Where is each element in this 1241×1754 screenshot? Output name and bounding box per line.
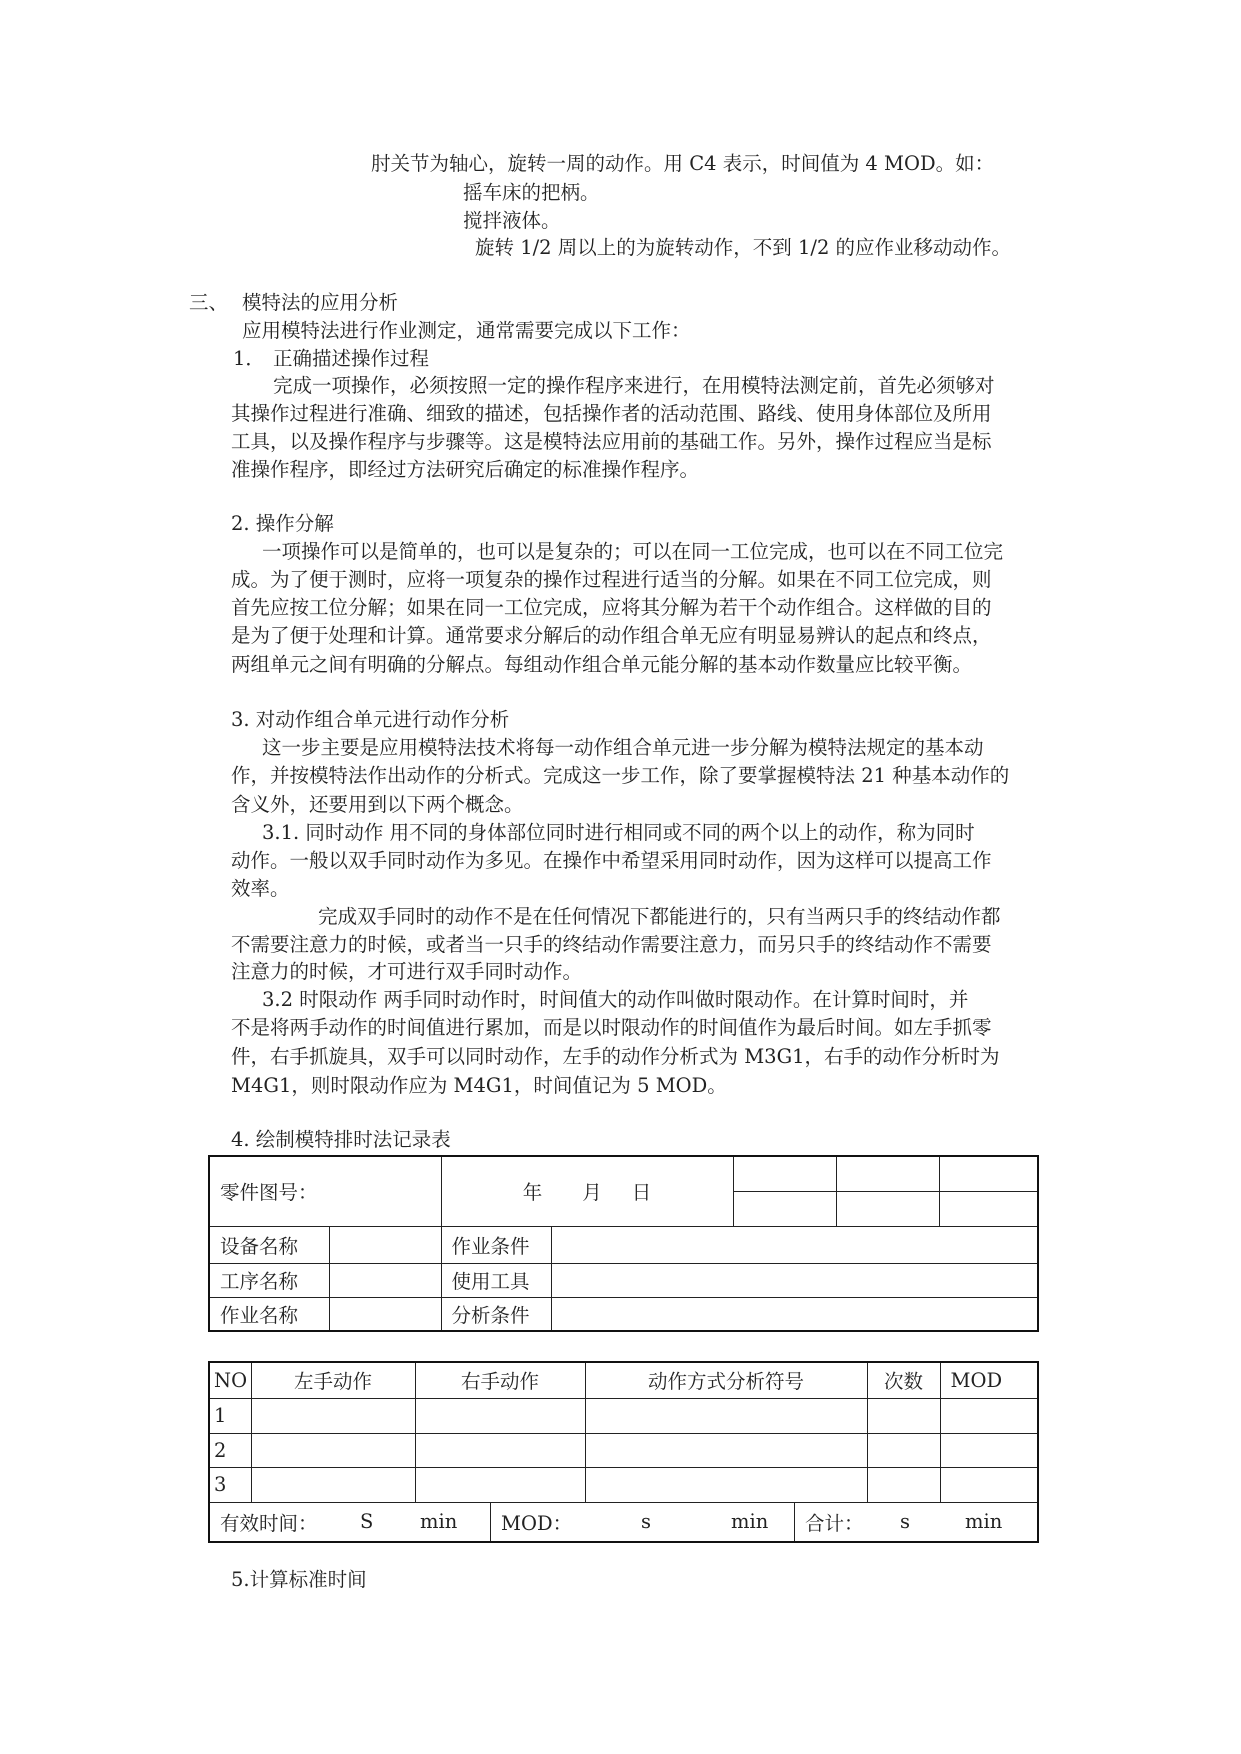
- text-line: M4G1，则时限动作应为 M4G1，时间值记为 5 MOD。: [231, 1074, 727, 1097]
- column-header: MOD: [940, 1362, 1038, 1398]
- subsection-title: 4. 绘制模特排时法记录表: [231, 1128, 451, 1151]
- text-line: 3.2 时限动作 两手同时动作时，时间值大的动作叫做时限动作。在计算时间时，并: [262, 988, 969, 1011]
- effective-time-cell: [210, 1503, 491, 1541]
- minutes-unit: min: [420, 1510, 458, 1533]
- text-line: 不需要注意力的时候，或者当一只手的终结动作需要注意力，而另只手的终结动作不需要: [231, 933, 992, 956]
- text-line: 动作。一般以双手同时动作为多见。在操作中希望采用同时动作，因为这样可以提高工作: [231, 849, 992, 872]
- text-line: 完成双手同时的动作不是在任何情况下都能进行的，只有当两只手的终结动作都: [318, 905, 1001, 928]
- column-header: 次数: [867, 1362, 940, 1398]
- column-header: 动作方式分析符号: [585, 1362, 867, 1398]
- field-label: 使用工具: [441, 1263, 551, 1297]
- text-line: 成。为了便于测时，应将一项复杂的操作过程进行适当的分解。如果在不同工位完成，则: [231, 568, 992, 591]
- total-label: 合计：: [805, 1511, 864, 1535]
- text-line: 注意力的时候，才可进行双手同时动作。: [231, 960, 583, 983]
- motion-analysis-table: [208, 1361, 1039, 1543]
- seconds-unit: S: [360, 1510, 374, 1533]
- record-header-table: [208, 1155, 1039, 1332]
- text-line: 肘关节为轴心，旋转一周的动作。用 C4 表示，时间值为 4 MOD。如：: [371, 152, 995, 175]
- text-line: 这一步主要是应用模特法技术将每一动作组合单元进一步分解为模特法规定的基本动: [262, 736, 984, 759]
- table-row: [209, 1297, 1038, 1331]
- field-value: [551, 1226, 1038, 1263]
- section-number: 三、: [189, 291, 229, 314]
- text-line: 含义外，还要用到以下两个概念。: [231, 793, 524, 816]
- table-header-row: [209, 1362, 1038, 1398]
- text-line: 应用模特法进行作业测定，通常需要完成以下工作：: [242, 319, 691, 342]
- table-row: [209, 1263, 1038, 1297]
- row-number: 1: [209, 1398, 251, 1433]
- text-line: 准操作程序，即经过方法研究后确定的标准操作程序。: [231, 458, 700, 481]
- date-cell: [441, 1156, 733, 1226]
- field-label: 工序名称: [209, 1263, 329, 1297]
- table-row: [209, 1433, 1038, 1467]
- field-label: 作业条件: [441, 1226, 551, 1263]
- mod-time-cell: [491, 1503, 795, 1541]
- text-line: 摇车床的把柄。: [463, 181, 600, 204]
- subsection-title: 3. 对动作组合单元进行动作分析: [231, 708, 510, 731]
- seconds-unit: s: [900, 1510, 911, 1533]
- blank-cell: [939, 1191, 1038, 1226]
- seconds-unit: s: [641, 1510, 652, 1533]
- field-label: 分析条件: [441, 1297, 551, 1331]
- blank-cell: [733, 1156, 836, 1191]
- text-line: 工具，以及操作程序与步骤等。这是模特法应用前的基础工作。另外，操作过程应当是标: [231, 430, 992, 453]
- column-header: NO: [209, 1362, 251, 1398]
- subsection-title: 2. 操作分解: [231, 512, 334, 535]
- year-label: 年: [522, 1181, 543, 1205]
- field-value: [551, 1263, 1038, 1297]
- subsection-title: 5.计算标准时间: [231, 1568, 367, 1591]
- part-number-label: 零件图号：: [209, 1156, 441, 1226]
- row-number: 3: [209, 1467, 251, 1502]
- field-label: 设备名称: [209, 1226, 329, 1263]
- table-row: [209, 1226, 1038, 1263]
- field-value: [329, 1297, 441, 1331]
- field-value: [329, 1226, 441, 1263]
- field-label: 作业名称: [209, 1297, 329, 1331]
- text-line: 两组单元之间有明确的分解点。每组动作组合单元能分解的基本动作数量应比较平衡。: [231, 653, 973, 676]
- text-line: 件，右手抓旋具，双手可以同时动作，左手的动作分析式为 M3G1，右手的动作分析时为: [231, 1045, 1000, 1068]
- text-line: 不是将两手动作的时间值进行累加，而是以时限动作的时间值作为最后时间。如左手抓零: [231, 1016, 992, 1039]
- text-line: 作，并按模特法作出动作的分析式。完成这一步工作，除了要掌握模特法 21 种基本动作的: [231, 764, 1010, 787]
- table-row: [209, 1467, 1038, 1502]
- table-row: [209, 1398, 1038, 1433]
- text-line: 旋转 1/2 周以上的为旋转动作，不到 1/2 的应作业移动动作。: [475, 236, 1012, 259]
- minutes-unit: min: [731, 1510, 769, 1533]
- text-line: 完成一项操作，必须按照一定的操作程序来进行，在用模特法测定前，首先必须够对: [273, 374, 995, 397]
- column-header: 右手动作: [415, 1362, 585, 1398]
- text-line: 效率。: [231, 877, 290, 900]
- section-title: 模特法的应用分析: [242, 291, 399, 314]
- total-time-cell: [795, 1503, 1037, 1541]
- blank-cell: [836, 1191, 939, 1226]
- blank-cell: [733, 1191, 836, 1226]
- text-line: 首先应按工位分解；如果在同一工位完成，应将其分解为若干个动作组合。这样做的目的: [231, 596, 992, 619]
- column-header: 左手动作: [251, 1362, 415, 1398]
- text-line: 是为了便于处理和计算。通常要求分解后的动作组合单无应有明显易辨认的起点和终点，: [231, 624, 992, 647]
- mod-label: MOD：: [501, 1511, 573, 1535]
- row-number: 2: [209, 1433, 251, 1467]
- text-line: 其操作过程进行准确、细致的描述，包括操作者的活动范围、路线、使用身体部位及所用: [231, 402, 992, 425]
- text-line: 搅拌液体。: [463, 209, 561, 232]
- subsection-title: 正确描述操作过程: [273, 347, 430, 370]
- month-label: 月: [582, 1181, 602, 1205]
- subsection-number: 1．: [233, 347, 265, 370]
- field-value: [329, 1263, 441, 1297]
- day-label: 日: [631, 1181, 652, 1205]
- text-line: 3.1. 同时动作 用不同的身体部位同时进行相同或不同的两个以上的动作，称为同时: [262, 821, 975, 844]
- effective-time-label: 有效时间：: [220, 1511, 318, 1535]
- text-line: 一项操作可以是简单的，也可以是复杂的；可以在同一工位完成，也可以在不同工位完: [262, 540, 1004, 563]
- blank-cell: [836, 1156, 939, 1191]
- minutes-unit: min: [965, 1510, 1003, 1533]
- table-footer-row: [209, 1502, 1038, 1542]
- field-value: [551, 1297, 1038, 1331]
- blank-cell: [939, 1156, 1038, 1191]
